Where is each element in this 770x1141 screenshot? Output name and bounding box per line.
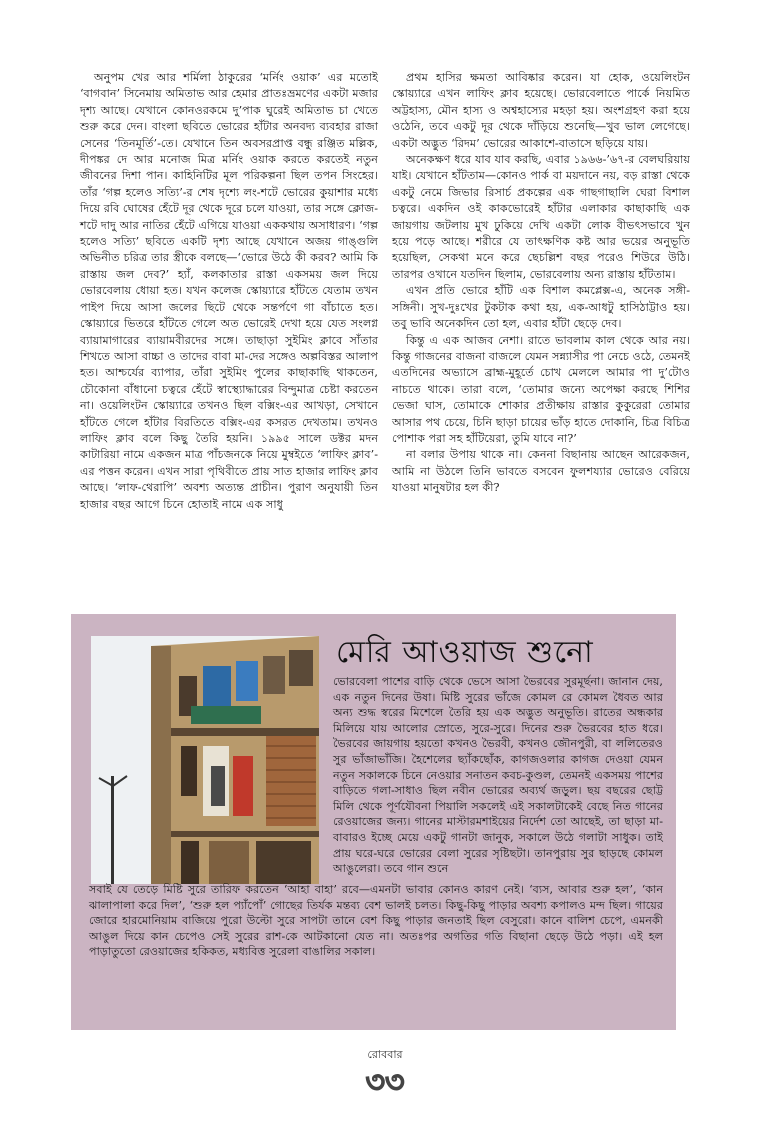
page-number: ৩৩	[365, 1065, 405, 1100]
building-illustration	[91, 636, 319, 884]
article-paragraph: অনেকক্ষণ ধরে যাব যাব করছি, এবার ১৯৬৬-’৬৭-র বেলঘরিয়ায় যাই। যেখানে হাঁটতাম—কোনও পার্ক বা ময়দানে নয়, বড় রাস্তা থেকে একটু নেমে জিভার রিসার্চ প্রকল্পের এক গাছগাছালি ঘেরা বিশাল চত্বরে। একদিন ওই কাকভোরেই হাঁটার এলাকার কাছাকাছি এক জায়গায় জটলায় মুখ ঢুকিয়ে দেখি একটা লোক বীভৎসভাবে খুন হয়ে পড়ে আছে। শরীরে যে তাৎক্ষণিক কষ্ট আর ভয়ের অনুভূতি হয়েছিল, সেকথা মনে করে ছেচল্লিশ বছর পরেও শিউরে উঠি। তারপর ওখানে যতদিন ছিলাম, ভোরবেলায় অন্য রাস্তায় হাঁটতাম।	[392, 153, 690, 281]
article-paragraph: এখন প্রতি ভোরে হাঁটি এক বিশাল কমপ্লেক্স-এ, অনেক সঙ্গী-সঙ্গিনী। সুখ-দুঃখের টুকটাক কথা হয়, এক-আধটু হাসিঠাট্টাও হয়। তবু ভাবি অনেকদিন তো হল, এবার হাঁটা ছেড়ে দেব।	[392, 284, 690, 331]
article-paragraph: অনুপম খের আর শর্মিলা ঠাকুরের ‘মর্নিং ওয়াক’ এর মতোই ‘বাগবান’ সিনেমায় অমিতাভ আর হেমার প্রাতঃভ্রমণের একটা মজার দৃশ্য আছে। যেখানে কোনওরকমে দু’পাক ঘুরেই অমিতাভ চা খেতে শুরু করে দেন। বাংলা ছবিতে ভোরের হাঁটার অনবদ্য ব্যবহার রাজা সেনের ‘তিনমূর্তি’-তে। যেখানে তিন অবসরপ্রাপ্ত বন্ধু রঞ্জিত মল্লিক, দীপঙ্কর দে আর মনোজ মিত্র মর্নিং ওয়াক করতে করতেই নতুন জীবনের দিশা পান। কাহিনিটির মূল পরিকল্পনা ছিল তপন সিংহের। তাঁর ‘গল্প হলেও সত্যি’-র শেষ দৃশ্যে লং-শটে ভোরের কুয়াশার মধ্যে দিয়ে রবি ঘোষের হেঁটে দূর থেকে দূরে চলে যাওয়া, তার সঙ্গে ক্লোজ-শটে দাদু আর নাতির হেঁটে এগিয়ে যাওয়া এককথায় অসাধারণ। ‘গল্প হলেও সত্যি’ ছবিতে একটি দৃশ্য আছে যেখানে অজয় গাঙ্গুলি অভিনীত চরিত্র তার স্ত্রীকে বলছে—‘ভোরে উঠে কী করব? আমি কি রাস্তায় জল দেব?’ হ্যাঁ, কলকাতার রাস্তা একসময় জল দিয়ে ভোরবেলায় ধোয়া হত। যখন কলেজ স্কোয়্যারে হাঁটতে যেতাম তখন পাইপ দিয়ে আসা জলের ছিটে থেকে সন্তর্পণে গা বাঁচাতে হত। স্কোয়্যারে ভিতরে হাঁটতে গেলে অত ভোরেই দেখা হয়ে যেত সংলগ্ন ব্যায়ামাগারের ব্যায়ামবীরদের সঙ্গে। তাছাড়া সুইমিং ক্লাবে সাঁতার শিখতে আসা বাচ্চা ও তাদের বাবা মা-দের সঙ্গেও অল্পবিস্তর আলাপ হত। আশ্চর্যের ব্যাপার, তাঁরা সুইমিং পুলের কাছাকাছি থাকতেন, চৌকোনা বাঁধানো চত্বরে হেঁটে স্বাস্থ্যোদ্ধারের বিন্দুমাত্র চেষ্টা করতেন না। ওয়েলিংটন স্কোয়্যারে তখনও ছিল বক্সিং-এর আখড়া, সেখানে হাঁটতে গেলে হাঁটার বিরতিতে বক্সিং-এর কসরত দেখতাম। তখনও লাফিং ক্লাব বলে কিছু তৈরি হয়নি। ১৯৯৫ সালে ডক্টর মদন কাটারিয়া নামে একজন মাত্র পাঁচজনকে নিয়ে মুম্বইতে ‘লাফিং ক্লাব’-এর পত্তন করেন। এখন সারা পৃথিবীতে প্রায় সাত হাজার লাফিং ক্লাব আছে। ‘লাফ-থেরাপি’ অবশ্য অত্যন্ত প্রাচীন। পুরাণ অনুযায়ী তিন হাজার বছর আগে চিনে হোতাই নামে এক সাধু	[80, 71, 378, 511]
article-right-column	[392, 70, 690, 497]
sidebar-paragraph: ভোরবেলা পাশের বাড়ি থেকে ভেসে আসা ভৈরবের সুরমূর্ছনা। জানান দেয়, এক নতুন দিনের উষা। মিষ্টি সুরের ভাঁজে কোমল রে কোমল ধৈবত আর অন্য শুদ্ধ স্বরের মিশেলে তৈরি হয় এক অদ্ভুত অনুভূতি। রাতের অন্ধকার মিলিয়ে যায় আলোর স্রোতে, সুরে-সুরে। দিনের শুরু ভৈরবের হাত ধরে। ভৈরবের জায়গায় হয়তো কখনও ভৈরবী, কখনও জৌনপুরী, বা ললিতেরও সুর ভাঁজাভাঁজি। হৈশেলের ছ্যাঁকছোঁক, কাগজওলার কাগজ দেওয়া যেমন নতুন সকালকে চিনে নেওয়ার সনাতন কবচ-কুণ্ডল, তেমনই একসময় পাশের বাড়িতে গলা-সাধাও ছিল নবীন ভোরের অব্যর্থ জড়ুল। ছয় বছরের ছোট্ট মিলি থেকে পূর্ণযৌবনা পিয়ালি সকলেই এই সকালটাকেই বেছে নিত গানের রেওয়াজের জন্য। গানের মাস্টারমশাইয়ের নির্দেশ তো আছেই, তা ছাড়া মা-বাবারও ইচ্ছে মেয়ে একটু গানটা জানুক, সকালে উঠে গলাটা সাধুক। তাই প্রায় ঘরে-ঘরে ভোরের বেলা সুরের সৃষ্টিছটা। তানপুরায় সুর ছাড়ছে কোমল আঙুলেরা। তবে গান শুনে	[333, 675, 663, 876]
sidebar-title: মেরি আওয়াজ শুনো	[336, 635, 594, 670]
article-left-column	[80, 70, 378, 513]
old-building-photo	[91, 636, 319, 884]
article-paragraph: প্রথম হাসির ক্ষমতা আবিষ্কার করেন। যা হোক, ওয়েলিংটন স্কোয়্যারে এখন লাফিং ক্লাব হয়েছে। ভোরবেলাতে পার্কে নিয়মিত অট্টহাস্য, মৌন হাস্য ও অশ্বহাস্যের মহড়া হয়। অংশগ্রহণ করা হয়ে ওঠেনি, তবে একটু দূর থেকে দাঁড়িয়ে শুনেছি—খুব ভাল লেগেছে। একটা অদ্ভুত ‘রিদম’ ভোরের আকাশে-বাতাসে ছড়িয়ে যায়।	[392, 71, 690, 150]
article-paragraph: কিন্তু এ এক আজব নেশা। রাতে ভাবলাম কাল থেকে আর নয়। কিন্তু গাজনের বাজনা বাজলে যেমন সন্ন্যাসীর পা নেচে ওঠে, তেমনই এতদিনের অভ্যাসে ব্রাহ্ম-মুহূর্তে চোখ মেললে আমার পা দু’টোও নাচতে থাকে। তারা বলে, ‘তোমার জন্যে অপেক্ষা করছে শিশির ভেজা ঘাস, তোমাকে শোকার প্রতীক্ষায় রাস্তার কুকুরেরা তোমার আসার পথ চেয়ে, চিনি ছাড়া চায়ের ভাঁড় হাতে দোকানি, চিত্র বিচিত্র পোশাক পরা সহ হাঁটিয়েরা, তুমি যাবে না?’	[392, 333, 690, 445]
magazine-name: রোববার	[367, 1048, 403, 1061]
sidebar-text-top	[333, 674, 663, 877]
sidebar-text-bottom	[89, 882, 663, 960]
article-paragraph: না বলার উপায় থাকে না। কেননা বিছানায় আছেন আরেকজন, আমি না উঠলে তিনি ভাবতে বসবেন ফুলশয্যার ভোরেও বেরিয়ে যাওয়া মানুষটার হল কী?	[392, 448, 690, 495]
sidebar-box	[71, 614, 676, 1030]
sidebar-paragraph: সবাই যে তেড়ে মিষ্টি সুরে তারিফ করতেন ‘আহা বাহা’ রবে—এমনটা ভাবার কোনও কারণ নেই। ‘ব্যস, আবার শুরু হল’, ‘কান ঝালাপালা করে দিল’, ‘শুরু হল প্যাঁপোঁ’ গোছের তির্যক মন্তব্য বেশ ভালই চলত। কিছু-কিছু পাড়ার অবশ্য কপালও মন্দ ছিল। গায়ের জোরে হারমোনিয়াম বাজিয়ে পুরো উল্টো সুরে সাপটা তানে বেশ কিছু পাড়ার জনতাই ছিল বেসুরো। কানে বালিশ চেপে, এমনকী আঙুল দিয়ে কান চেপেও সেই সুরের রাশ-কে আটকানো যেত না। অতঃপর অগতির গতি বিছানা ছেড়ে উঠে পড়া। এই হল পাড়াতুতো রেওয়াজের হকিকত, মধ্যবিত্ত সুরেলা বাঙালির সকাল।	[89, 883, 663, 959]
